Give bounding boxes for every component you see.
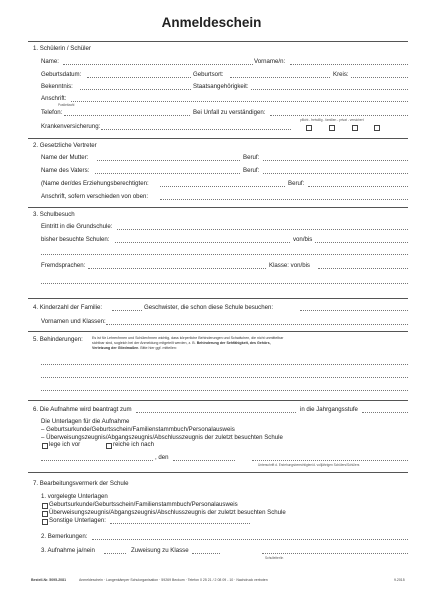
den-label: , den: [155, 454, 169, 461]
name-field[interactable]: [63, 64, 253, 65]
section-6-heading: 6. Die Aufnahme wird beantragt zum: [33, 406, 132, 413]
vater-field[interactable]: [95, 173, 240, 174]
section-5-heading: 5. Behinderungen:: [33, 336, 83, 343]
mutter-beruf-field[interactable]: [263, 160, 408, 161]
divider: [28, 331, 408, 332]
vorgelegt-label: 1. vorgelegte Unterlagen: [41, 493, 108, 500]
geburtsort-field[interactable]: [230, 77, 330, 78]
aufnahme-datum-field[interactable]: [136, 412, 296, 413]
anschrift-vertreter-field[interactable]: [160, 199, 408, 200]
kv-label: Krankenversicherung:: [41, 123, 101, 130]
reiche-nach-label: reiche ich nach: [113, 441, 154, 448]
unterschrift-hint: Unterschrift d. Erziehungsberechtigten/d. volljährigen Schülers/Schülers: [258, 463, 360, 467]
divider: [28, 41, 408, 42]
vorgelegt-2-label: Überweisungszeugnis/Abgangszeugnis/Abschlusszeugnis der zuletzt besuchten Schule: [49, 509, 286, 516]
behinderungen-line-2[interactable]: [41, 377, 408, 378]
erziehungsberechtigte-beruf-field[interactable]: [308, 186, 408, 187]
kv-pflicht-checkbox[interactable]: [306, 125, 312, 131]
kv-options: pflicht - freiwillig - familien - privat - versichert: [300, 118, 364, 122]
mutter-field[interactable]: [97, 160, 240, 161]
section-7-heading: 7. Bearbeitungsvermerk der Schule: [33, 480, 129, 487]
jahrgangsstufe-field[interactable]: [362, 412, 408, 413]
anschrift-label: Anschrift:: [41, 95, 67, 102]
mutter-beruf-label: Beruf:: [243, 154, 260, 161]
ort-field[interactable]: [41, 460, 153, 461]
lege-vor-label: lege ich vor: [49, 441, 81, 448]
vorgelegt-2-checkbox[interactable]: [42, 511, 48, 517]
mutter-label: Name der Mutter:: [41, 154, 89, 161]
zuweisung-field[interactable]: [192, 553, 220, 554]
postleitzahl-hint: Postleitzahl: [58, 103, 75, 107]
fremdsprachen-extra-line[interactable]: [41, 283, 408, 284]
aufnahme-field[interactable]: [104, 553, 126, 554]
vater-beruf-field[interactable]: [263, 173, 408, 174]
bisher-vonbis-field[interactable]: [315, 242, 408, 243]
name-label: Name:: [41, 58, 59, 65]
behinderungen-note-line-3: Verletzung der Gliedmaßen. Bitte hier ggf. mitteilen:: [92, 346, 177, 351]
erziehungsberechtigte-beruf-label: Beruf:: [288, 180, 305, 187]
staatsangehoerigkeit-label: Staatsangehörigkeit:: [193, 83, 249, 90]
aufnahme-label: 3. Aufnahme ja/nein: [41, 547, 95, 554]
fremdsprachen-field[interactable]: [88, 268, 266, 269]
geburtsdatum-field[interactable]: [87, 77, 191, 78]
behinderungen-note: [92, 336, 408, 352]
divider: [28, 207, 408, 208]
bemerkungen-field[interactable]: [92, 539, 408, 540]
vorname-field[interactable]: [290, 64, 408, 65]
kinderzahl-field[interactable]: [112, 310, 142, 311]
behinderungen-line-1[interactable]: [41, 364, 408, 365]
section-1-heading: 1. Schülerin / Schüler: [33, 45, 91, 52]
vorgelegt-1-checkbox[interactable]: [42, 503, 48, 509]
kv-privat-checkbox[interactable]: [374, 125, 380, 131]
divider: [28, 298, 408, 299]
staatsangehoerigkeit-field[interactable]: [251, 89, 408, 90]
bemerkungen-label: 2. Bemerkungen:: [41, 533, 88, 540]
geschwister-field[interactable]: [300, 310, 408, 311]
erziehungsberechtigte-field[interactable]: [160, 186, 285, 187]
bekenntnis-label: Bekenntnis:: [41, 83, 73, 90]
anschrift-vertreter-label: Anschrift, sofern verschieden von oben:: [41, 193, 149, 200]
behinderungen-line-3[interactable]: [41, 390, 408, 391]
footer-version: 9.2015: [394, 578, 405, 582]
vornamen-field[interactable]: [106, 324, 408, 325]
vorgelegt-3-label: Sonstige Unterlagen:: [49, 517, 106, 524]
klasse-label: Klasse: von/bis: [269, 262, 310, 269]
klasse-field[interactable]: [318, 268, 408, 269]
kv-freiwillig-checkbox[interactable]: [329, 125, 335, 131]
lege-vor-checkbox[interactable]: [42, 443, 48, 449]
behinderungen-note-line-2: sichtbar sind, sogleich bei der Anmeldung mitgeteilt werden, z. B. Behinderung der Sehfähigkeit, des Gehörs,: [92, 341, 271, 346]
section-2-heading: 2. Gesetzliche Vertreter: [33, 142, 97, 149]
divider: [28, 400, 408, 401]
vater-label: Name des Vaters:: [41, 167, 90, 174]
fremdsprachen-label: Fremdsprachen:: [41, 262, 86, 269]
datum-field[interactable]: [173, 460, 235, 461]
vorgelegt-3-checkbox[interactable]: [42, 519, 48, 525]
kreis-label: Kreis:: [333, 71, 349, 78]
kreis-field[interactable]: [351, 77, 408, 78]
schulleiter-hint: Schulleiter/in: [265, 556, 284, 560]
telefon-field[interactable]: [64, 115, 190, 116]
vorgelegt-1-label: Geburtsurkunde/Geburtsschein/Familienstammbuch/Personalausweis: [49, 501, 238, 508]
geschwister-label: Geschwister, die schon diese Schule besuchen:: [144, 304, 274, 311]
behinderungen-note-line-1: Es ist für Lehrer/innen und Schüler/innen wichtig, dass körperliche Behinderungen und Schwächen, die nicht unmittelbar: [92, 336, 284, 340]
vornamen-label: Vornamen und Klassen:: [41, 318, 106, 325]
unterlagen-item-1: – Geburtsurkunde/Geburtsschein/Familienstammbuch/Personalausweis: [41, 426, 235, 433]
section-4-heading: 4. Kinderzahl der Familie:: [33, 304, 103, 311]
kv-field[interactable]: [101, 129, 291, 130]
jahrgangsstufe-label: in die Jahrgangsstufe: [300, 406, 358, 413]
schulleiter-field[interactable]: [262, 553, 408, 554]
eintritt-field[interactable]: [117, 229, 408, 230]
reiche-nach-checkbox[interactable]: [106, 443, 112, 449]
zuweisung-label: Zuweisung zu Klasse: [131, 547, 189, 554]
bisher-label: bisher besuchte Schulen:: [41, 236, 110, 243]
unterlagen-item-2: – Überweisungszeugnis/Abgangszeugnis/Abschlusszeugnis der zuletzt besuchten Schule: [41, 434, 283, 441]
sonstige-field[interactable]: [110, 523, 250, 524]
erziehungsberechtigte-label: (Name der/des Erziehungsberechtigten:: [41, 180, 149, 187]
page-title: Anmeldeschein: [161, 15, 262, 30]
vater-beruf-label: Beruf:: [243, 167, 260, 174]
kv-familien-checkbox[interactable]: [352, 125, 358, 131]
unterschrift-field[interactable]: [252, 460, 408, 461]
anschrift-field[interactable]: [71, 101, 408, 102]
geburtsort-label: Geburtsort:: [193, 71, 224, 78]
unterlagen-label: Die Unterlagen für die Aufnahme: [41, 418, 130, 425]
bekenntnis-field[interactable]: [80, 89, 191, 90]
geburtsdatum-label: Geburtsdatum:: [41, 71, 82, 78]
footer-info: Anmeldeschein · Langenkämper Schulorganisation · 59269 Beckum · Telefon 0 25 21 / 2 08 09 - 10 · Nachdruck verboten: [79, 578, 268, 582]
bisher-field[interactable]: [115, 242, 290, 243]
eintritt-label: Eintritt in die Grundschule:: [41, 223, 113, 230]
unfall-field[interactable]: [270, 115, 408, 116]
divider: [28, 472, 408, 473]
unfall-label: Bei Unfall zu verständigen:: [193, 109, 266, 116]
section-3-heading: 3. Schulbesuch: [33, 211, 75, 218]
divider: [28, 138, 408, 139]
bisher-extra-line[interactable]: [41, 254, 408, 255]
telefon-label: Telefon:: [41, 109, 63, 116]
bisher-vonbis-label: von/bis: [293, 236, 313, 243]
vorname-label: Vorname/n:: [254, 58, 286, 65]
bestell-nr: Bestell-Nr. 5095-2081: [31, 578, 67, 582]
